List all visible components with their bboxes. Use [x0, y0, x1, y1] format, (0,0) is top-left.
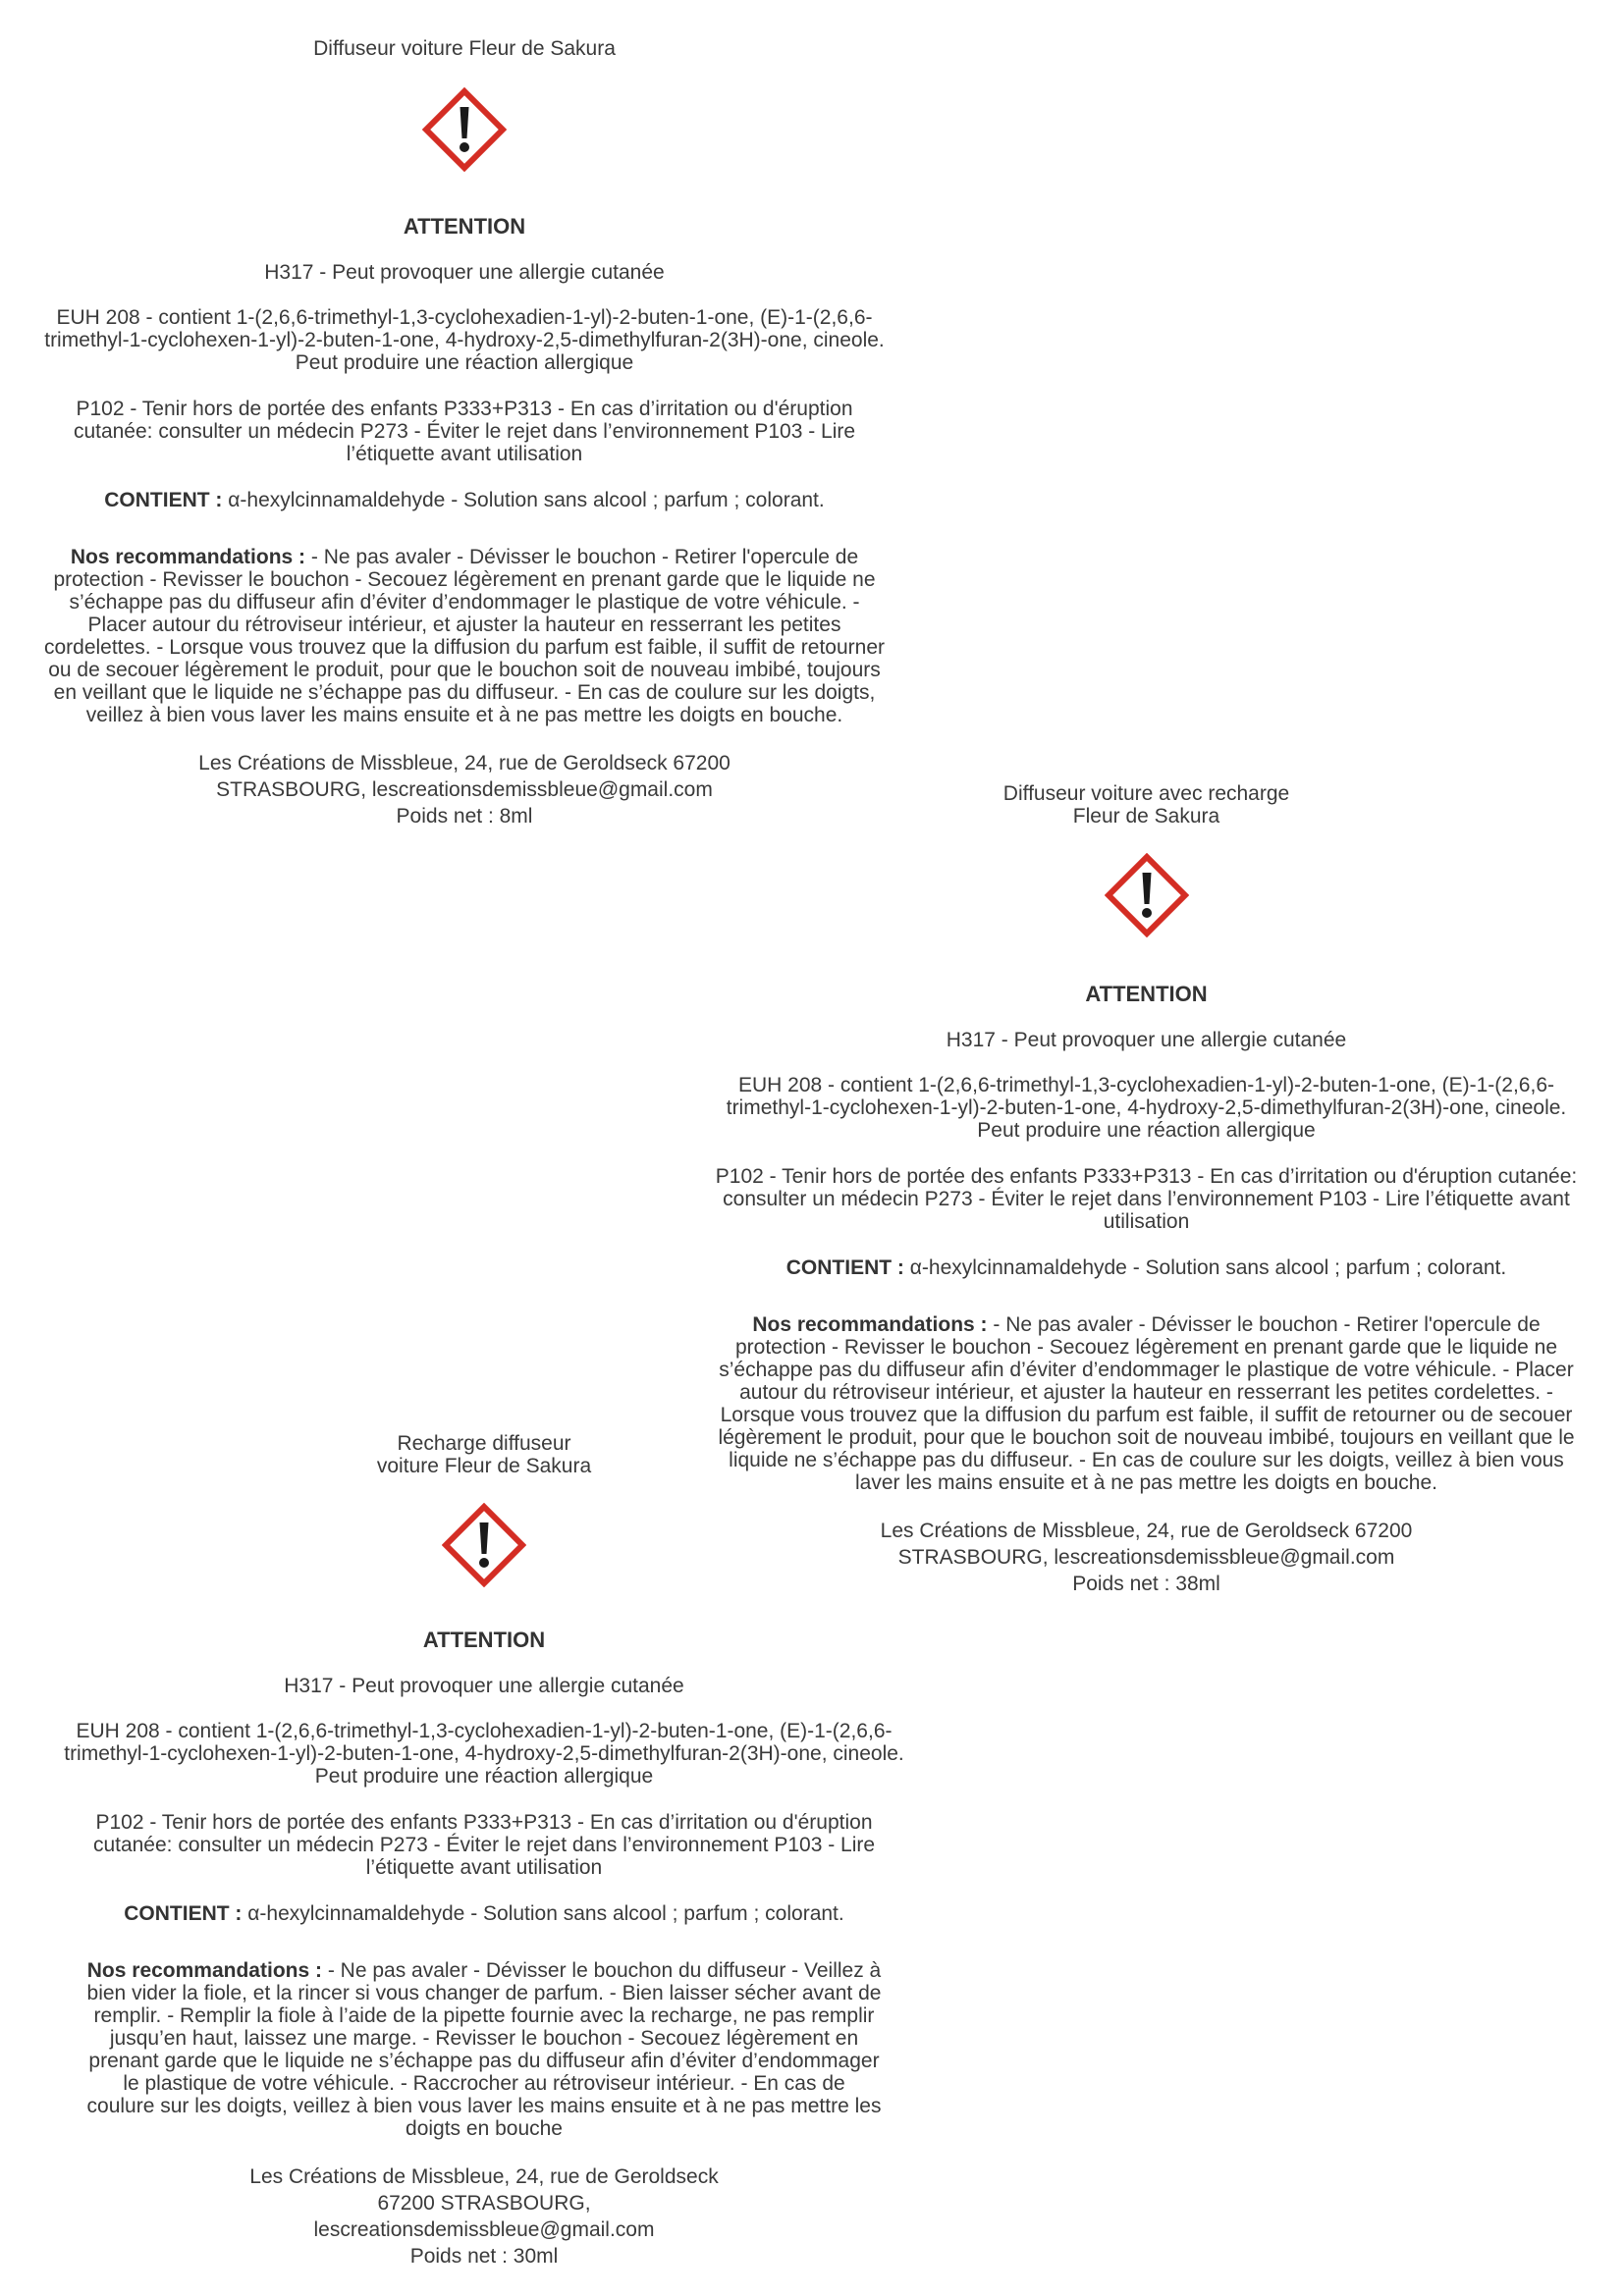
- manufacturer-line: lescreationsdemissbleue@gmail.com: [313, 2218, 655, 2241]
- manufacturer-line: STRASBOURG, lescreationsdemissbleue@gmail.com: [897, 1546, 1395, 1569]
- product-title: [307, 1432, 661, 1477]
- hazard-pictogram: [57, 1503, 911, 1587]
- product-label-recharge: [57, 1432, 911, 2269]
- contains-label: CONTIENT :: [104, 489, 223, 511]
- recommendations: [37, 546, 892, 726]
- manufacturer-line: Les Créations de Missbleue, 24, rue de Geroldseck: [249, 2165, 719, 2188]
- product-title: [707, 782, 1586, 828]
- exclamation-mark-icon: [422, 87, 507, 172]
- product-label-diffuseur: [37, 37, 892, 829]
- exclamation-mark-icon: [442, 1503, 526, 1587]
- net-weight: Poids net : 8ml: [396, 805, 533, 828]
- precautionary-statement: P102 - Tenir hors de portée des enfants P333+P313 - En cas d’irritation ou d'éruption cutanée: consulter un médecin P273 - Éviter le rejet dans l’environnement P103 - Lire l’étiquette avant utilisation: [73, 398, 856, 465]
- manufacturer-line: Les Créations de Missbleue, 24, rue de Geroldseck 67200: [880, 1520, 1413, 1542]
- product-title-line: Fleur de Sakura: [1072, 805, 1220, 828]
- exclamation-mark-icon: [1105, 853, 1189, 937]
- precautionary-statement: P102 - Tenir hors de portée des enfants P333+P313 - En cas d’irritation ou d'éruption cutanée: consulter un médecin P273 - Éviter le rejet dans l’environnement P103 - Lire l’étiquette avant utilisation: [92, 1811, 876, 1879]
- manufacturer-line: Les Créations de Missbleue, 24, rue de Geroldseck 67200: [198, 752, 731, 774]
- recommendations-text: - Ne pas avaler - Dévisser le bouchon du diffuseur - Veillez à bien vider la fiole, et la rincer si vous changer de parfum. - Bien laisser sécher avant de remplir. - Remplir la fiole à l’aide de la pipette fournie avec la recharge, ne pas remplir jusqu’en haut, laissez une marge. - Revisser le bouchon - Secouez légèrement en prenant garde que le liquide ne s’échappe pas du diffuseur afin d’éviter d’endommager le plastique de votre véhicule. - Raccrocher au rétroviseur intérieur. - En cas de coulure sur les doigts, veillez à bien vous laver les mains ensuite et à ne pas mettre les doigts en bouche: [86, 1959, 882, 2140]
- hazard-statement: H317 - Peut provoquer une allergie cutanée: [946, 1029, 1347, 1051]
- manufacturer-line: 67200 STRASBOURG,: [377, 2192, 591, 2215]
- contains-text: α-hexylcinnamaldehyde - Solution sans alcool ; parfum ; colorant.: [228, 489, 825, 511]
- recommendations-label: Nos recommandations :: [86, 1959, 322, 1982]
- recommendations-text: - Ne pas avaler - Dévisser le bouchon - Retirer l'opercule de protection - Revisser le bouchon - Secouez légèrement en prenant garde que le liquide ne s’échappe pas du diffuseur afin d’éviter d’endommager le plastique de votre véhicule. - Placer autour du rétroviseur intérieur, et ajuster la hauteur en resserrant les petites cordelettes. - Lorsque vous trouvez que la diffusion du parfum est faible, il suffit de retourner ou de secouer légèrement le produit, pour que le bouchon soit de nouveau imbibé, toujours en veillant que le liquide ne s’échappe pas du diffuseur. - En cas de coulure sur les doigts, veillez à bien vous laver les mains ensuite et à ne pas mettre les doigts en bouche.: [43, 546, 886, 726]
- product-title-line: Diffuseur voiture Fleur de Sakura: [313, 37, 616, 60]
- manufacturer-line: STRASBOURG, lescreationsdemissbleue@gmail.com: [216, 778, 713, 801]
- contains-statement: [37, 489, 892, 511]
- euh-statement: EUH 208 - contient 1-(2,6,6-trimethyl-1,3-cyclohexadien-1-yl)-2-buten-1-one, (E)-1-(2,6,6-trimethyl-1-cyclohexen-1-yl)-2-buten-1-one, 4-hydroxy-2,5-dimethylfuran-2(3H)-one, cineole. Peut produire une réaction allergique: [64, 1720, 904, 1788]
- signal-word: ATTENTION: [403, 214, 526, 239]
- hazard-pictogram: [707, 853, 1586, 937]
- euh-statement: EUH 208 - contient 1-(2,6,6-trimethyl-1,3-cyclohexadien-1-yl)-2-buten-1-one, (E)-1-(2,6,6-trimethyl-1-cyclohexen-1-yl)-2-buten-1-one, 4-hydroxy-2,5-dimethylfuran-2(3H)-one, cineole. Peut produire une réaction allergique: [726, 1074, 1567, 1142]
- net-weight: Poids net : 30ml: [409, 2245, 559, 2268]
- product-title: [37, 37, 892, 60]
- net-weight: Poids net : 38ml: [1072, 1573, 1220, 1595]
- recommendations-label: Nos recommandations :: [70, 546, 306, 568]
- precautionary-statement: P102 - Tenir hors de portée des enfants P333+P313 - En cas d’irritation ou d'éruption cutanée: consulter un médecin P273 - Éviter le rejet dans l’environnement P103 - Lire l’étiquette avant utilisation: [715, 1165, 1578, 1233]
- manufacturer-footer: [57, 2163, 911, 2269]
- recommendations: [57, 1959, 911, 2140]
- product-title-line: Diffuseur voiture avec recharge: [1002, 782, 1290, 805]
- product-title-line: Recharge diffuseur: [397, 1432, 571, 1455]
- contains-label: CONTIENT :: [785, 1256, 904, 1279]
- contains-statement: [707, 1256, 1586, 1279]
- contains-text: α-hexylcinnamaldehyde - Solution sans alcool ; parfum ; colorant.: [247, 1902, 844, 1925]
- recommendations-text: - Ne pas avaler - Dévisser le bouchon - Retirer l'opercule de protection - Revisser le bouchon - Secouez légèrement en prenant garde que le liquide ne s’échappe pas du diffuseur afin d’éviter d’endommager le plastique de votre véhicule. - Placer autour du rétroviseur intérieur, et ajuster la hauteur en resserrant les petites cordelettes. - Lorsque vous trouvez que la diffusion du parfum est faible, il suffit de retourner ou de secouer légèrement le produit, pour que le bouchon soit de nouveau imbibé, toujours en veillant que le liquide ne s’échappe pas du diffuseur. - En cas de coulure sur les doigts, veillez à bien vous laver les mains ensuite et à ne pas mettre les doigts en bouche.: [718, 1313, 1575, 1494]
- hazard-pictogram: [37, 87, 892, 172]
- hazard-statement: H317 - Peut provoquer une allergie cutanée: [284, 1675, 684, 1697]
- contains-text: α-hexylcinnamaldehyde - Solution sans alcool ; parfum ; colorant.: [909, 1256, 1507, 1279]
- contains-label: CONTIENT :: [124, 1902, 243, 1925]
- signal-word: ATTENTION: [1085, 982, 1208, 1006]
- product-title-line: voiture Fleur de Sakura: [376, 1455, 592, 1477]
- euh-statement: EUH 208 - contient 1-(2,6,6-trimethyl-1,3-cyclohexadien-1-yl)-2-buten-1-one, (E)-1-(2,6,6-trimethyl-1-cyclohexen-1-yl)-2-buten-1-one, 4-hydroxy-2,5-dimethylfuran-2(3H)-one, cineole. Peut produire une réaction allergique: [44, 306, 885, 374]
- hazard-statement: H317 - Peut provoquer une allergie cutanée: [264, 261, 665, 284]
- signal-word: ATTENTION: [422, 1628, 546, 1652]
- recommendations-label: Nos recommandations :: [752, 1313, 988, 1336]
- contains-statement: [57, 1902, 911, 1925]
